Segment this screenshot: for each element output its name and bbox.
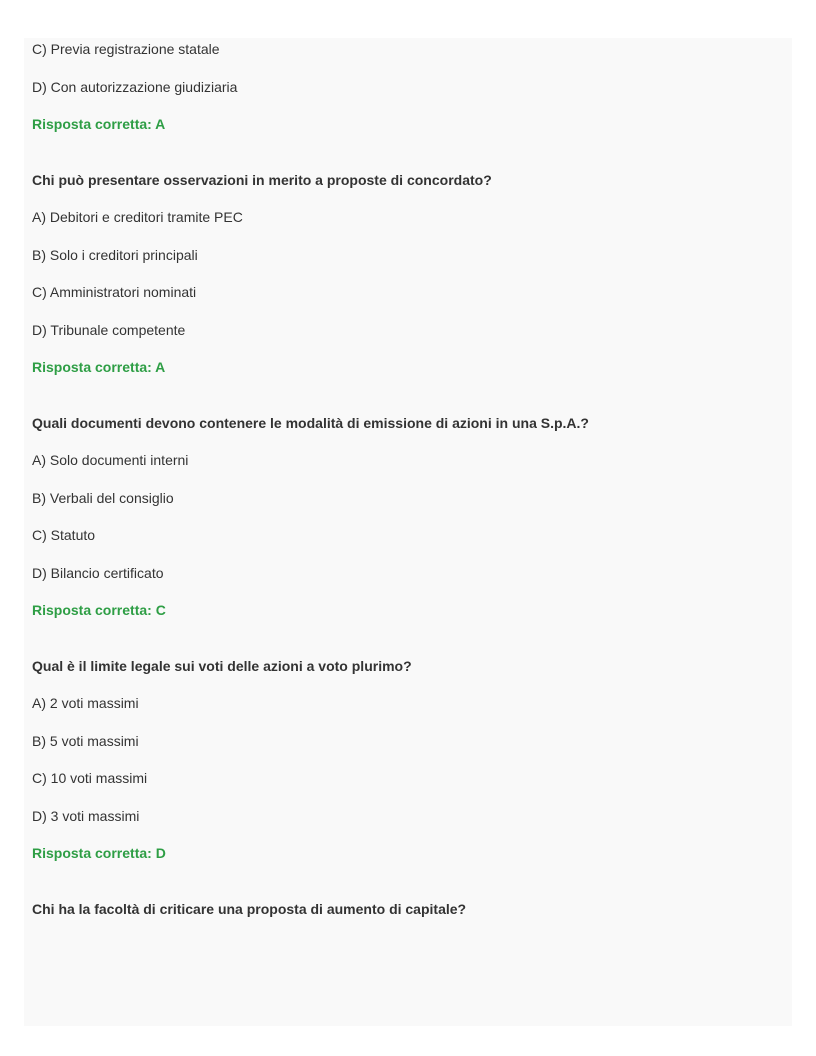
option-c: C) Statuto: [32, 527, 96, 543]
question-text: Chi può presentare osservazioni in merito a proposte di concordato?: [32, 171, 492, 188]
correct-answer: Risposta corretta: D: [32, 845, 166, 861]
question-text: Qual è il limite legale sui voti delle azioni a voto plurimo?: [32, 657, 412, 674]
option-c: C) 10 voti massimi: [32, 770, 148, 786]
correct-answer: Risposta corretta: A: [32, 359, 166, 375]
correct-answer: Risposta corretta: C: [32, 602, 166, 618]
question-text: Chi ha la facoltà di criticare una proposta di aumento di capitale?: [32, 900, 467, 917]
option-b: B) 5 voti massimi: [32, 732, 139, 749]
option-d: D) Bilancio certificato: [32, 564, 164, 581]
option-b: B) Verbali del consiglio: [32, 489, 174, 506]
option-d: D) 3 voti massimi: [32, 807, 140, 824]
option-a: A) 2 voti massimi: [32, 695, 139, 711]
option-c: C) Previa registrazione statale: [32, 41, 220, 57]
option-d: D) Con autorizzazione giudiziaria: [32, 78, 238, 95]
option-a: A) Solo documenti interni: [32, 452, 189, 468]
question-text: Quali documenti devono contenere le modalità di emissione di azioni in una S.p.A.?: [32, 414, 589, 431]
option-a: A) Debitori e creditori tramite PEC: [32, 209, 243, 225]
option-b: B) Solo i creditori principali: [32, 246, 198, 263]
option-d: D) Tribunale competente: [32, 321, 186, 338]
correct-answer: Risposta corretta: A: [32, 116, 166, 132]
quiz-content: [32, 39, 784, 936]
option-c: C) Amministratori nominati: [32, 284, 197, 300]
